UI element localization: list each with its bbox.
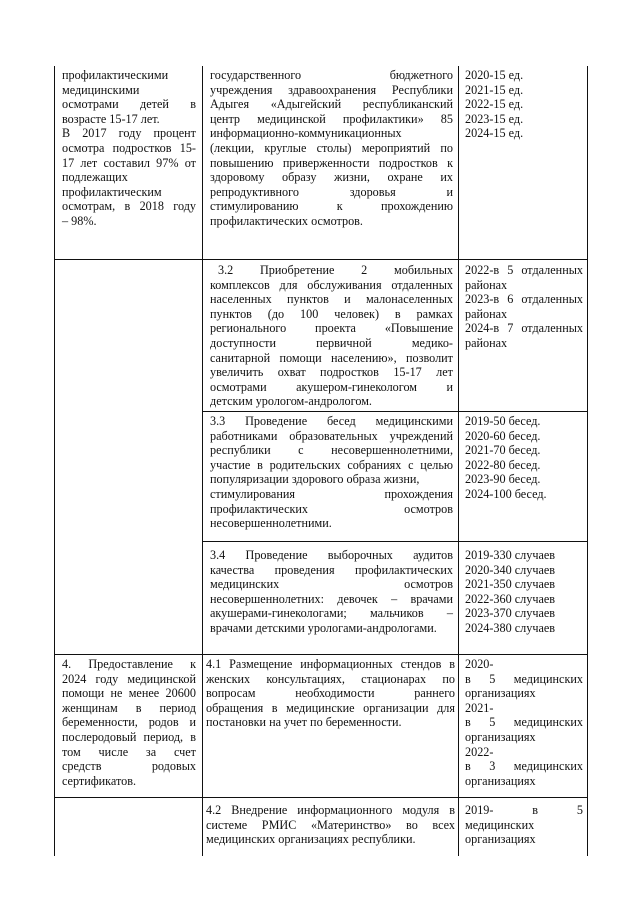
text-line: 2021-15 ед. [465,82,524,97]
text-line: качества проведения профилактических [210,562,453,577]
text-line: здоровому образу жизни, охране их [210,170,453,185]
text-line: стимулированию к прохождению [210,199,453,214]
text-line: санитарной помощи населению», позволит [210,350,453,365]
text-line: 4.2 Внедрение информационного модуля в [206,803,455,817]
row-divider-2 [202,411,588,412]
text-line: В 2017 году процент [62,126,196,141]
text-line: врачами детскими урологами-андрологами. [210,620,437,635]
text-line: возрасте 15-17 лет. [62,111,160,126]
text-line: 2021- [465,700,494,715]
text-line: 3.3 Проведение бесед медицинскими [210,414,453,428]
text-line: 2022-15 ед. [465,97,524,112]
text-line: подлежащих [62,170,128,185]
text-line: 4. Предоставление к [62,657,196,671]
text-line: вопросам необходимости раннего [206,686,455,701]
text-line: 2022- [465,744,494,759]
text-line: в 5 медицинских [465,715,583,730]
text-line: 2020- [465,657,494,671]
text-line: пунктов (до 100 человек) в рамках [210,306,453,321]
text-line: Адыгея «Адыгейский республиканский [210,97,453,112]
text-line: в 3 медицинских [465,759,583,774]
text-line: республики с несовершеннолетними, [210,443,453,458]
text-line: районах [465,277,508,292]
text-line: профилактических осмотров. [210,213,363,228]
text-line: 4.1 Размещение информационных стендов в [206,657,455,671]
text-line: несовершеннолетними. [210,516,332,531]
text-line: 2019-50 бесед. [465,414,541,428]
text-line: профилактическими [62,68,169,82]
text-line: медицинских [465,817,535,832]
text-line: системе РМИС «Материнство» во всех [206,817,455,832]
text-line: государственного бюджетного [210,68,453,82]
text-line: 2019-330 случаев [465,548,556,562]
text-line: осмотрам, в 2018 году [62,199,196,214]
table-left-border [54,66,55,856]
text-line: средств родовых [62,759,196,774]
text-line: учреждения здравоохранения Республики [210,82,453,97]
text-line: детским урологом-андрологом. [210,394,372,409]
row-1-measure-cell [210,68,453,229]
text-line: населенных пунктов и малонаселенных [210,292,453,307]
text-line: несовершеннолетних: девочек – врачами [210,591,453,606]
row-divider-4 [54,654,588,655]
row-6-indicator-cell [465,803,583,847]
row-2-indicator-cell [465,263,583,351]
text-line: районах [465,335,508,350]
text-line: регионального проекта «Повышение [210,321,453,336]
text-line: районах [465,306,508,321]
text-line: 2024 году медицинской [62,671,196,686]
text-line: 3.2 Приобретение 2 мобильных [218,263,453,277]
row-divider-1 [54,259,588,260]
text-line: повышению приверженности подростков к [210,155,453,170]
text-line: женщинам в период [62,700,196,715]
text-line: 2020-60 бесед. [465,428,541,443]
text-line: осмотра подростков 15- [62,140,196,155]
text-line: доступности первичной медико- [210,335,453,350]
text-line: 2023-15 ед. [465,111,524,126]
text-line: 2020-340 случаев [465,562,556,577]
text-line: 2023-370 случаев [465,606,556,621]
text-line: 2024-380 случаев [465,620,556,635]
row-5-indicator-cell [465,657,583,788]
text-line: 2021-70 бесед. [465,443,541,458]
text-line: организациях [465,832,536,847]
text-line: том числе за счет [62,744,196,759]
text-line: работниками образовательных учреждений [210,428,453,443]
text-line: 2024-в 7 отдаленных [465,321,583,336]
text-line: организациях [465,773,536,788]
text-line: участие в родительских собраниях с целью [210,457,453,472]
text-line: сертификатов. [62,773,137,788]
text-line: постановки на учет по беременности. [206,715,402,730]
text-line: 2022-80 бесед. [465,457,541,472]
text-line: увеличить охват подростков 15-17 лет [210,365,453,380]
text-line: 2024-100 бесед. [465,486,547,501]
row-divider-5 [54,797,588,798]
text-line: 17 лет составил 97% от [62,155,196,170]
text-line: 2019- в 5 [465,803,583,817]
text-line: репродуктивного здоровья и [210,184,453,199]
text-line: популяризации здорового образа жизни, [210,472,420,487]
text-line: женских консультациях, стационарах по [206,671,455,686]
text-line: 2022-в 5 отдаленных [465,263,583,277]
row-5-measure-cell [206,657,455,730]
row-divider-3 [202,541,588,542]
text-line: медицинскими [62,82,140,97]
row-3-measure-cell [210,414,453,531]
text-line: информационно-коммуникационных [210,126,402,141]
text-line: беременности, родов и [62,715,196,730]
text-line: центр медицинской профилактики» 85 [210,111,453,126]
column-divider-2 [458,66,459,856]
text-line: организациях [465,686,536,701]
text-line: стимулирования прохождения [210,486,453,501]
text-line: организациях [465,729,536,744]
row-2-measure-cell [210,263,453,409]
row-1-goal-cell [62,68,196,229]
text-line: профилактическим [62,184,162,199]
text-line: в 5 медицинских [465,671,583,686]
row-1-indicator-cell [465,68,583,141]
row-5-goal-cell [62,657,196,788]
text-line: 2021-350 случаев [465,577,556,592]
text-line: осмотрами акушером-гинекологом и [210,379,453,394]
text-line: 2023-90 бесед. [465,472,541,487]
text-line: – 98%. [62,213,97,228]
row-4-measure-cell [210,548,453,636]
table-right-border [587,66,588,856]
text-line: медицинских осмотров [210,577,453,592]
text-line: (лекции, круглые столы) мероприятий по [210,140,453,155]
text-line: комплексов для обслуживания отдаленных [210,277,453,292]
text-line: обращения в медицинские организации для [206,700,455,715]
text-line: послеродовый период, в [62,729,196,744]
text-line: 2022-360 случаев [465,591,556,606]
text-line: акушерами-гинекологами; мальчиков – [210,606,453,621]
column-divider-1 [202,66,203,856]
row-3-indicator-cell [465,414,583,502]
row-4-indicator-cell [465,548,583,636]
text-line: помощи не менее 20600 [62,686,196,701]
text-line: 2020-15 ед. [465,68,524,82]
text-line: профилактических осмотров [210,501,453,516]
text-line: медицинских организациях республики. [206,832,416,847]
text-line: 3.4 Проведение выборочных аудитов [210,548,453,562]
text-line: 2023-в 6 отдаленных [465,292,583,307]
row-6-measure-cell [206,803,455,847]
text-line: осмотрами детей в [62,97,196,112]
text-line: 2024-15 ед. [465,126,524,141]
